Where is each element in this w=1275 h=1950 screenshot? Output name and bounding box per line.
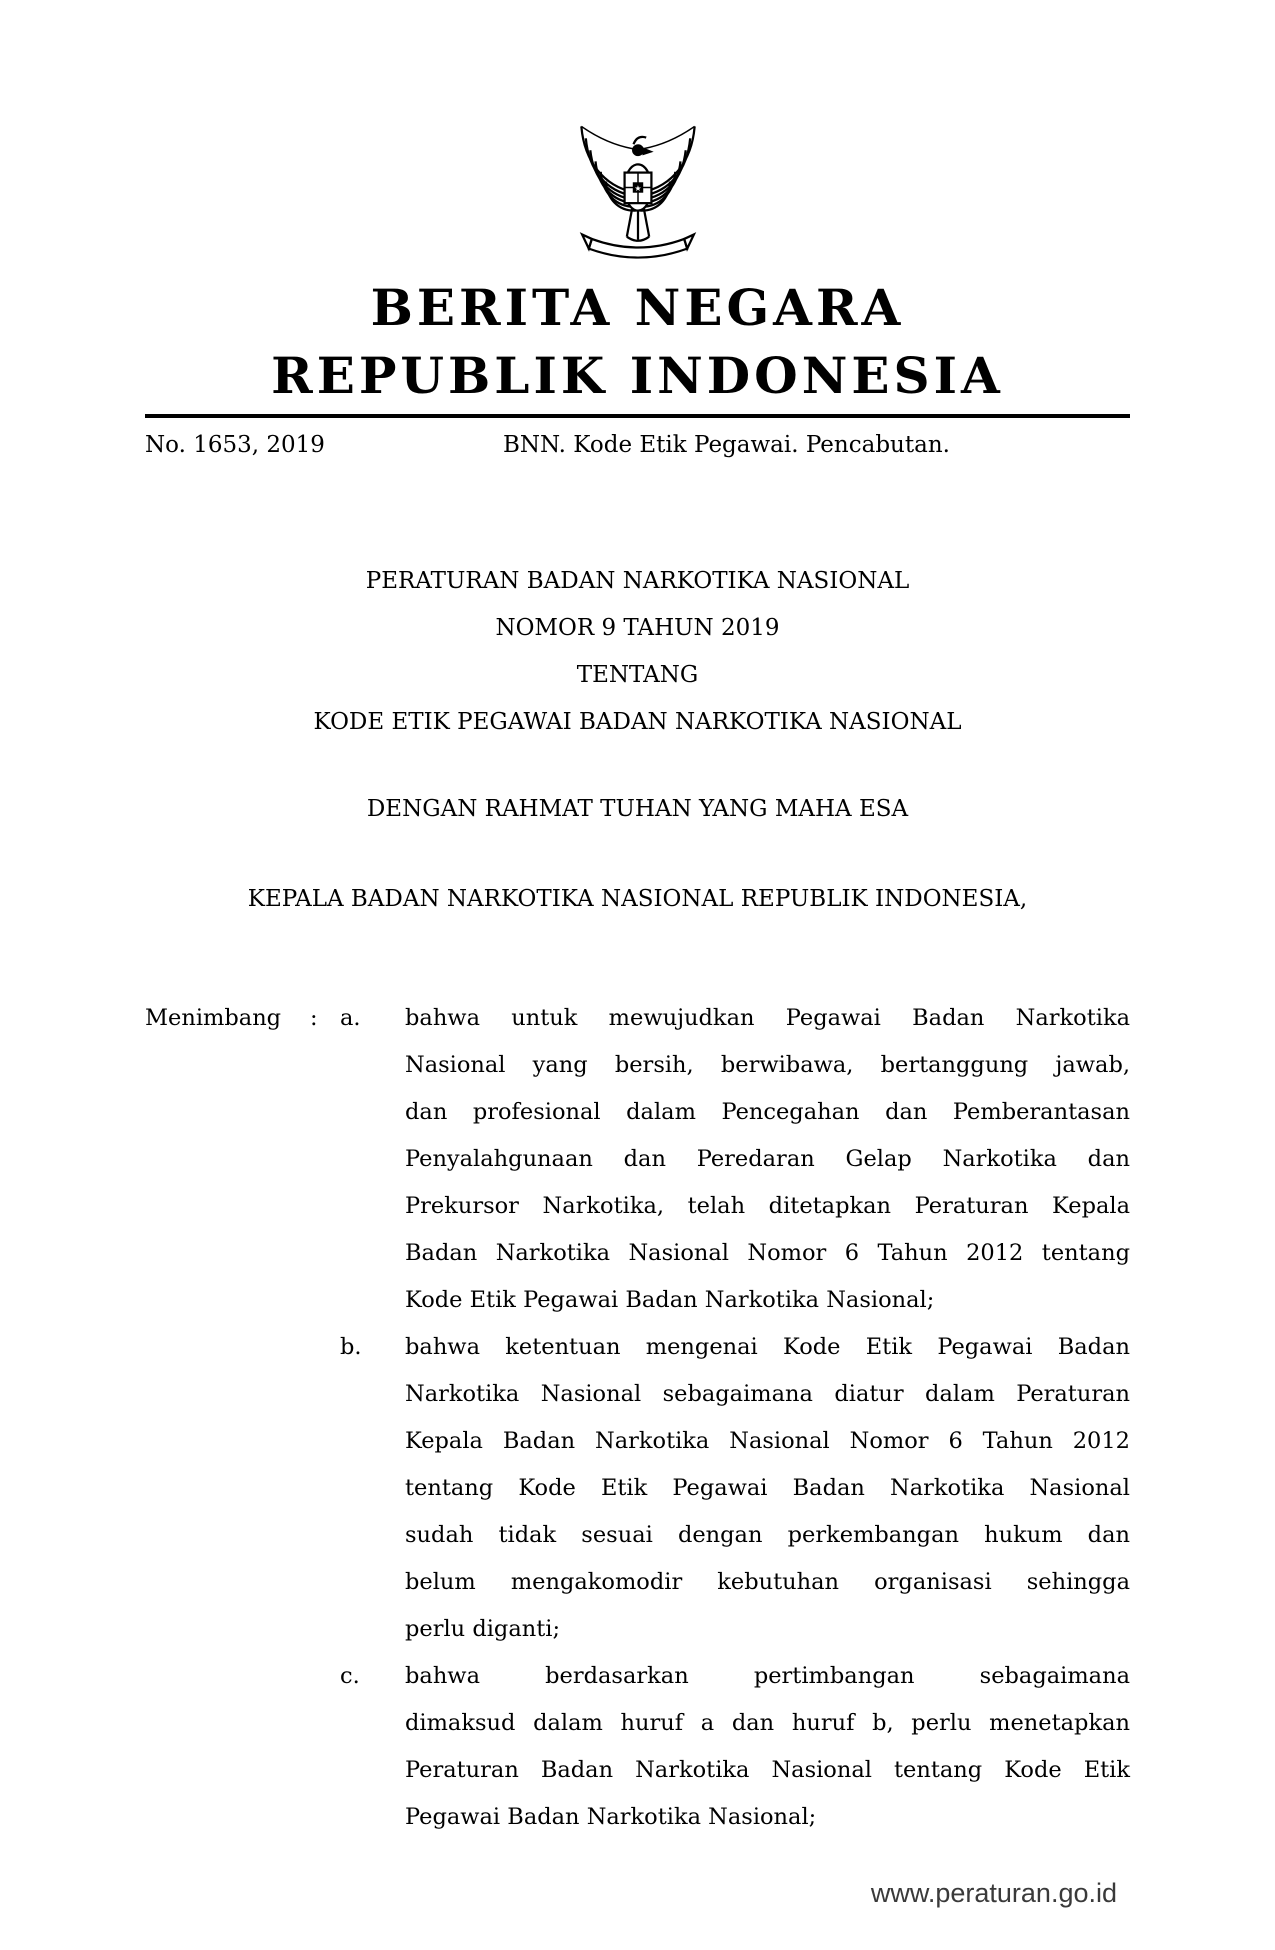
consideration-line: belum mengakomodir kebutuhan organisasi sehingga bbox=[405, 1569, 1130, 1595]
regulation-title-line3: TENTANG bbox=[576, 662, 699, 688]
masthead-divider-rule bbox=[145, 414, 1130, 418]
consideration-line: Kepala Badan Narkotika Nasional Nomor 6 Tahun 2012 bbox=[405, 1428, 1130, 1454]
consideration-text bbox=[405, 995, 1130, 1324]
consideration-marker: b. bbox=[340, 1334, 362, 1360]
consideration-line: Narkotika Nasional sebagaimana diatur dalam Peraturan bbox=[405, 1381, 1130, 1407]
pancasila-shield bbox=[624, 173, 651, 204]
invocation-line: DENGAN RAHMAT TUHAN YANG MAHA ESA bbox=[366, 796, 909, 822]
regulation-title-line4: KODE ETIK PEGAWAI BADAN NARKOTIKA NASIONAL bbox=[313, 709, 962, 735]
considerations-colon: : bbox=[310, 1005, 318, 1031]
masthead-title-line1: BERITA NEGARA bbox=[370, 278, 905, 337]
regulation-title-line1: PERATURAN BADAN NARKOTIKA NASIONAL bbox=[365, 568, 910, 594]
regulation-title-block bbox=[145, 558, 1130, 746]
consideration-line: dimaksud dalam huruf a dan huruf b, perlu menetapkan bbox=[405, 1710, 1130, 1736]
consideration-item-a bbox=[145, 995, 1130, 1324]
consideration-line: Kode Etik Pegawai Badan Narkotika Nasional; bbox=[405, 1287, 935, 1313]
consideration-line: Nasional yang bersih, berwibawa, bertanggung jawab, bbox=[405, 1052, 1130, 1078]
considerations-section bbox=[145, 995, 1130, 1841]
consideration-line: perlu diganti; bbox=[405, 1616, 561, 1642]
considerations-label: Menimbang bbox=[145, 1005, 282, 1031]
emblem-container bbox=[0, 0, 1275, 268]
consideration-line: dan profesional dalam Pencegahan dan Pemberantasan bbox=[405, 1099, 1130, 1125]
regulation-title-line2: NOMOR 9 TAHUN 2019 bbox=[495, 615, 780, 641]
gazette-subject: BNN. Kode Etik Pegawai. Pencabutan. bbox=[503, 432, 950, 458]
consideration-text bbox=[405, 1653, 1130, 1841]
consideration-marker: a. bbox=[340, 1005, 361, 1031]
consideration-line: bahwa berdasarkan pertimbangan sebagaimana bbox=[405, 1663, 1130, 1689]
consideration-line: Prekursor Narkotika, telah ditetapkan Peraturan Kepala bbox=[405, 1193, 1130, 1219]
consideration-line: Pegawai Badan Narkotika Nasional; bbox=[405, 1804, 817, 1830]
consideration-line: Penyalahgunaan dan Peredaran Gelap Narkotika dan bbox=[405, 1146, 1130, 1172]
consideration-text bbox=[405, 1324, 1130, 1653]
authority-line: KEPALA BADAN NARKOTIKA NASIONAL REPUBLIK INDONESIA, bbox=[247, 886, 1028, 912]
consideration-line: bahwa untuk mewujudkan Pegawai Badan Narkotika bbox=[405, 1005, 1130, 1031]
consideration-line: Badan Narkotika Nasional Nomor 6 Tahun 2012 tentang bbox=[405, 1240, 1130, 1266]
svg-text:★: ★ bbox=[633, 182, 642, 193]
consideration-line: Peraturan Badan Narkotika Nasional tentang Kode Etik bbox=[405, 1757, 1130, 1783]
consideration-item-c bbox=[145, 1653, 1130, 1841]
consideration-item-b bbox=[145, 1324, 1130, 1653]
consideration-marker: c. bbox=[340, 1663, 360, 1689]
masthead-title bbox=[0, 274, 1275, 410]
gazette-number: No. 1653, 2019 bbox=[145, 432, 325, 458]
consideration-line: tentang Kode Etik Pegawai Badan Narkotika Nasional bbox=[405, 1475, 1130, 1501]
consideration-line: sudah tidak sesuai dengan perkembangan hukum dan bbox=[405, 1522, 1130, 1548]
garuda-pancasila-emblem bbox=[563, 104, 713, 268]
footer-url: www.peraturan.go.id bbox=[870, 1878, 1117, 1908]
consideration-line: bahwa ketentuan mengenai Kode Etik Pegawai Badan bbox=[405, 1334, 1130, 1360]
gazette-header-row bbox=[145, 428, 1130, 462]
masthead-title-line2: REPUBLIK INDONESIA bbox=[271, 346, 1004, 405]
